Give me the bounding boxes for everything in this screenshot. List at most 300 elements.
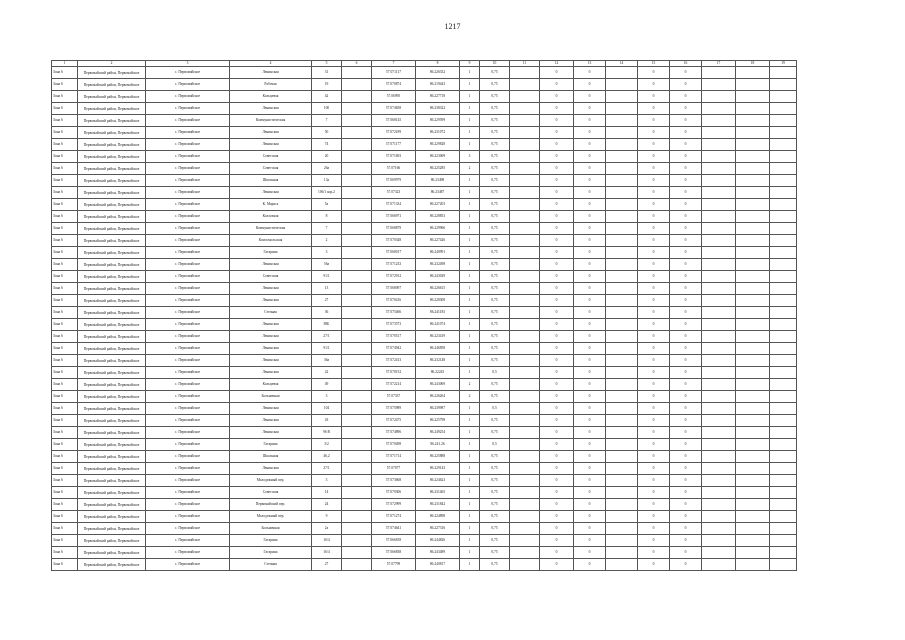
table-cell: 57.068145: [372, 115, 416, 127]
table-cell: [342, 331, 372, 343]
table-cell: [702, 415, 736, 427]
table-cell: Первомайский район, Первомайское: [78, 355, 146, 367]
table-row: [52, 535, 797, 547]
table-cell: 86.239987: [416, 403, 460, 415]
table-cell: 0: [540, 151, 574, 163]
table-cell: Ленинская: [230, 463, 312, 475]
table-cell: [702, 367, 736, 379]
table-cell: 0,75: [480, 331, 510, 343]
table-cell: 49: [312, 379, 342, 391]
table-cell: [736, 223, 770, 235]
table-cell: 0: [670, 367, 702, 379]
table-cell: [736, 451, 770, 463]
table-cell: [606, 475, 638, 487]
table-cell: [510, 79, 540, 91]
table-cell: 1: [460, 319, 480, 331]
table-cell: 0: [638, 91, 670, 103]
table-cell: 0: [670, 415, 702, 427]
table-cell: Зона 6: [52, 187, 78, 199]
table-cell: [770, 415, 797, 427]
table-row: [52, 355, 797, 367]
table-cell: [510, 235, 540, 247]
table-cell: [342, 91, 372, 103]
table-row: [52, 379, 797, 391]
table-cell: 1: [460, 499, 480, 511]
table-cell: Гагарина: [230, 247, 312, 259]
table-cell: 0: [638, 511, 670, 523]
table-cell: 0: [638, 559, 670, 571]
table-cell: 86.243029: [416, 271, 460, 283]
table-cell: с. Первомайское: [146, 223, 230, 235]
table-cell: [770, 175, 797, 187]
table-cell: с. Первомайское: [146, 439, 230, 451]
table-cell: Зона 6: [52, 535, 78, 547]
table-cell: 0: [670, 151, 702, 163]
table-cell: 0,75: [480, 463, 510, 475]
table-cell: 86.241074: [416, 319, 460, 331]
table-cell: [510, 247, 540, 259]
table-cell: [606, 199, 638, 211]
table-row: [52, 151, 797, 163]
table-cell: [510, 559, 540, 571]
table-cell: 0: [670, 259, 702, 271]
table-cell: Коммунистическая: [230, 115, 312, 127]
table-cell: 0: [574, 523, 606, 535]
table-cell: 0: [574, 547, 606, 559]
table-cell: 0: [638, 151, 670, 163]
table-cell: 0,75: [480, 223, 510, 235]
table-cell: [606, 235, 638, 247]
table-cell: [606, 283, 638, 295]
table-cell: [606, 547, 638, 559]
table-cell: 0: [670, 391, 702, 403]
table-cell: [342, 343, 372, 355]
table-row: [52, 559, 797, 571]
table-cell: Зона 6: [52, 331, 78, 343]
table-cell: 0: [670, 331, 702, 343]
table-cell: Первомайский район, Первомайское: [78, 451, 146, 463]
table-row: [52, 319, 797, 331]
table-cell: [342, 535, 372, 547]
table-cell: 0: [574, 355, 606, 367]
table-cell: 86.23498: [416, 175, 460, 187]
table-cell: [510, 355, 540, 367]
table-cell: 57.068017: [372, 247, 416, 259]
table-cell: 0: [540, 439, 574, 451]
table-cell: 0: [638, 187, 670, 199]
table-cell: 0: [638, 535, 670, 547]
table-cell: с. Первомайское: [146, 475, 230, 487]
table-cell: [606, 91, 638, 103]
table-cell: 0: [574, 487, 606, 499]
table-cell: [342, 403, 372, 415]
table-cell: 57.071233: [372, 259, 416, 271]
table-cell: 57.070306: [372, 487, 416, 499]
table-cell: [606, 115, 638, 127]
table-cell: 0: [540, 187, 574, 199]
table-cell: Советская: [230, 487, 312, 499]
table-cell: с. Первомайское: [146, 151, 230, 163]
table-cell: 1: [460, 547, 480, 559]
table-cell: [736, 175, 770, 187]
table-cell: [342, 499, 372, 511]
table-cell: [702, 259, 736, 271]
table-cell: [342, 283, 372, 295]
table-cell: 100: [312, 103, 342, 115]
table-cell: Первомайский район, Первомайское: [78, 235, 146, 247]
table-cell: [702, 379, 736, 391]
table-cell: 0: [638, 499, 670, 511]
table-cell: Зона 6: [52, 175, 78, 187]
table-cell: с. Первомайское: [146, 547, 230, 559]
table-cell: 0: [670, 343, 702, 355]
table-cell: [702, 91, 736, 103]
table-cell: 0: [670, 79, 702, 91]
table-cell: 0: [670, 67, 702, 79]
table-cell: 0: [540, 379, 574, 391]
table-cell: [770, 199, 797, 211]
table-cell: 0: [574, 511, 606, 523]
table-cell: с. Первомайское: [146, 415, 230, 427]
table-cell: [342, 235, 372, 247]
table-cell: [770, 391, 797, 403]
table-cell: 0,75: [480, 475, 510, 487]
table-cell: Ленинская: [230, 367, 312, 379]
table-cell: 86.227426: [416, 235, 460, 247]
table-cell: Советская: [230, 151, 312, 163]
table-cell: 57.071274: [372, 511, 416, 523]
table-cell: 57.073573: [372, 319, 416, 331]
table-cell: 57.074896: [372, 427, 416, 439]
table-cell: 0: [638, 115, 670, 127]
table-cell: [606, 271, 638, 283]
table-cell: Зона 6: [52, 523, 78, 535]
table-cell: 0,75: [480, 343, 510, 355]
table-cell: [770, 127, 797, 139]
table-cell: с. Первомайское: [146, 247, 230, 259]
table-cell: [702, 151, 736, 163]
table-cell: [606, 103, 638, 115]
table-cell: 0: [574, 187, 606, 199]
table-cell: с. Первомайское: [146, 559, 230, 571]
table-cell: [702, 163, 736, 175]
table-cell: 0: [638, 247, 670, 259]
table-cell: 9: [312, 511, 342, 523]
table-cell: 0,75: [480, 511, 510, 523]
table-cell: 86.231072: [416, 127, 460, 139]
table-cell: [510, 271, 540, 283]
table-cell: [342, 475, 372, 487]
table-cell: 0: [540, 199, 574, 211]
table-cell: [510, 475, 540, 487]
table-cell: [342, 559, 372, 571]
table-cell: Первомайский район, Первомайское: [78, 127, 146, 139]
table-cell: [606, 67, 638, 79]
table-cell: 0,75: [480, 247, 510, 259]
table-cell: 0: [638, 79, 670, 91]
table-cell: [770, 523, 797, 535]
table-cell: 0: [638, 439, 670, 451]
table-cell: [510, 463, 540, 475]
table-cell: [736, 211, 770, 223]
table-cell: Первомайский пер.: [230, 499, 312, 511]
table-cell: [510, 319, 540, 331]
table-cell: [510, 523, 540, 535]
table-cell: 0: [540, 391, 574, 403]
table-cell: [510, 547, 540, 559]
table-cell: Первомайский район, Первомайское: [78, 343, 146, 355]
table-cell: Зона 6: [52, 127, 78, 139]
table-cell: 0: [670, 451, 702, 463]
table-cell: 3: [312, 247, 342, 259]
table-cell: 74: [312, 139, 342, 151]
table-cell: [770, 331, 797, 343]
table-cell: Гагарина: [230, 547, 312, 559]
table-cell: 0: [540, 367, 574, 379]
table-cell: Первомайский район, Первомайское: [78, 199, 146, 211]
table-cell: 0: [540, 115, 574, 127]
column-number-cell: 17: [702, 61, 736, 67]
table-cell: [736, 427, 770, 439]
column-number-cell: 19: [770, 61, 797, 67]
table-cell: 0: [638, 271, 670, 283]
table-cell: Первомайский район, Первомайское: [78, 379, 146, 391]
table-cell: 0: [670, 115, 702, 127]
table-cell: Ленинская: [230, 355, 312, 367]
table-cell: [606, 511, 638, 523]
table-cell: [606, 523, 638, 535]
table-cell: Первомайский район, Первомайское: [78, 163, 146, 175]
table-cell: 57.074658: [372, 103, 416, 115]
table-cell: 0: [574, 379, 606, 391]
table-cell: Зона 6: [52, 199, 78, 211]
table-cell: [736, 295, 770, 307]
table-cell: Больничная: [230, 391, 312, 403]
table-cell: Зона 6: [52, 511, 78, 523]
table-cell: [606, 451, 638, 463]
table-cell: 0: [540, 427, 574, 439]
table-cell: [736, 235, 770, 247]
table-cell: [510, 331, 540, 343]
table-cell: [342, 451, 372, 463]
table-cell: [736, 247, 770, 259]
table-cell: 0: [540, 499, 574, 511]
table-cell: 0: [540, 523, 574, 535]
table-cell: [342, 379, 372, 391]
table-cell: Зона 6: [52, 475, 78, 487]
table-cell: 86.225798: [416, 415, 460, 427]
table-cell: 50: [312, 127, 342, 139]
table-row: [52, 463, 797, 475]
table-cell: 1: [460, 307, 480, 319]
table-cell: 1: [460, 139, 480, 151]
table-cell: Зона 6: [52, 79, 78, 91]
table-cell: 1: [460, 451, 480, 463]
table-cell: 0: [540, 127, 574, 139]
table-cell: [342, 67, 372, 79]
table-cell: [510, 199, 540, 211]
table-cell: 1: [460, 67, 480, 79]
table-cell: [342, 211, 372, 223]
table-cell: 0,5: [480, 367, 510, 379]
table-cell: 0: [540, 163, 574, 175]
table-cell: Зона 6: [52, 247, 78, 259]
table-cell: 0: [638, 475, 670, 487]
table-cell: 86.226332: [416, 67, 460, 79]
table-cell: 86.219443: [416, 79, 460, 91]
table-cell: Зона 6: [52, 115, 78, 127]
table-cell: [736, 163, 770, 175]
table-cell: 0: [574, 67, 606, 79]
table-cell: Первомайский район, Первомайское: [78, 439, 146, 451]
table-cell: Ленинская: [230, 187, 312, 199]
table-cell: 57.070348: [372, 235, 416, 247]
table-cell: Первомайский район, Первомайское: [78, 223, 146, 235]
table-cell: 1: [460, 487, 480, 499]
table-cell: 0: [638, 343, 670, 355]
table-cell: [770, 499, 797, 511]
table-cell: [606, 427, 638, 439]
table-cell: [510, 295, 540, 307]
table-cell: [770, 103, 797, 115]
table-cell: Первомайский район, Первомайское: [78, 403, 146, 415]
table-cell: [702, 487, 736, 499]
table-cell: 0: [540, 451, 574, 463]
table-cell: 0: [638, 547, 670, 559]
table-cell: [606, 163, 638, 175]
table-cell: 1: [460, 91, 480, 103]
table-row: [52, 415, 797, 427]
table-row: [52, 115, 797, 127]
table-cell: 0,75: [480, 283, 510, 295]
table-cell: с. Первомайское: [146, 211, 230, 223]
table-cell: 0: [670, 283, 702, 295]
table-cell: с. Первомайское: [146, 79, 230, 91]
table-cell: Зона 6: [52, 271, 78, 283]
column-number-cell: 11: [510, 61, 540, 67]
table-cell: 86.240817: [416, 559, 460, 571]
table-cell: [770, 163, 797, 175]
table-cell: 0: [670, 559, 702, 571]
table-cell: 104: [312, 403, 342, 415]
table-cell: Зона 6: [52, 139, 78, 151]
table-cell: 0,75: [480, 487, 510, 499]
table-cell: [342, 271, 372, 283]
table-cell: Зона 6: [52, 295, 78, 307]
column-number-cell: 2: [78, 61, 146, 67]
table-cell: 57.072912: [372, 271, 416, 283]
table-cell: 0: [574, 79, 606, 91]
table-cell: Ленинская: [230, 103, 312, 115]
table-cell: с. Первомайское: [146, 499, 230, 511]
table-cell: 0: [574, 163, 606, 175]
table-cell: 0,75: [480, 535, 510, 547]
table-cell: 57.066818: [372, 535, 416, 547]
table-cell: 57.07323: [372, 187, 416, 199]
table-cell: Зона 6: [52, 451, 78, 463]
table-cell: 0: [540, 343, 574, 355]
table-cell: [606, 559, 638, 571]
table-cell: 0: [670, 403, 702, 415]
table-cell: Первомайский район, Первомайское: [78, 211, 146, 223]
table-cell: Первомайский район, Первомайское: [78, 283, 146, 295]
table-cell: 0: [638, 415, 670, 427]
table-cell: [770, 475, 797, 487]
table-cell: 0: [670, 139, 702, 151]
table-cell: 46,2: [312, 451, 342, 463]
table-cell: 0: [670, 463, 702, 475]
table-row: [52, 67, 797, 79]
table-cell: [770, 559, 797, 571]
table-row: [52, 271, 797, 283]
table-cell: [736, 187, 770, 199]
table-cell: 1: [460, 403, 480, 415]
table-cell: 86.226264: [416, 391, 460, 403]
table-cell: с. Первомайское: [146, 163, 230, 175]
table-cell: 0: [540, 283, 574, 295]
table-cell: 27: [312, 559, 342, 571]
table-cell: 57.074641: [372, 523, 416, 535]
table-cell: 0: [574, 367, 606, 379]
table-cell: с. Первомайское: [146, 451, 230, 463]
table-cell: 0,75: [480, 67, 510, 79]
table-cell: [342, 247, 372, 259]
table-cell: [770, 295, 797, 307]
table-cell: Степная: [230, 559, 312, 571]
table-cell: Первомайский район, Первомайское: [78, 139, 146, 151]
table-cell: 1: [460, 427, 480, 439]
table-cell: Советская: [230, 163, 312, 175]
table-cell: [702, 523, 736, 535]
table-cell: [736, 487, 770, 499]
table-cell: Зона 6: [52, 103, 78, 115]
table-cell: 0: [540, 307, 574, 319]
table-cell: Ленинская: [230, 403, 312, 415]
table-row: [52, 427, 797, 439]
table-row: [52, 367, 797, 379]
table-cell: 57.072475: [372, 415, 416, 427]
table-cell: 0: [670, 91, 702, 103]
table-cell: с. Первомайское: [146, 379, 230, 391]
table-cell: [342, 523, 372, 535]
table-cell: [702, 319, 736, 331]
table-cell: 13а: [312, 175, 342, 187]
table-cell: с. Первомайское: [146, 295, 230, 307]
table-cell: [342, 511, 372, 523]
table-cell: [342, 391, 372, 403]
table-cell: [702, 199, 736, 211]
table-cell: с. Первомайское: [146, 283, 230, 295]
table-cell: 57.06995: [372, 91, 416, 103]
table-cell: [702, 211, 736, 223]
table-cell: Первомайский район, Первомайское: [78, 175, 146, 187]
table-cell: 1: [460, 271, 480, 283]
table-cell: 0: [540, 223, 574, 235]
table-cell: [606, 535, 638, 547]
table-cell: [702, 223, 736, 235]
table-cell: 0,75: [480, 211, 510, 223]
table-cell: 1: [460, 559, 480, 571]
table-cell: 57.07337: [372, 391, 416, 403]
table-cell: [736, 343, 770, 355]
column-number-cell: 14: [606, 61, 638, 67]
table-cell: [770, 319, 797, 331]
table-cell: [510, 103, 540, 115]
table-cell: [342, 547, 372, 559]
table-cell: 86.225285: [416, 163, 460, 175]
table-cell: 5а: [312, 199, 342, 211]
table-cell: 0: [540, 235, 574, 247]
